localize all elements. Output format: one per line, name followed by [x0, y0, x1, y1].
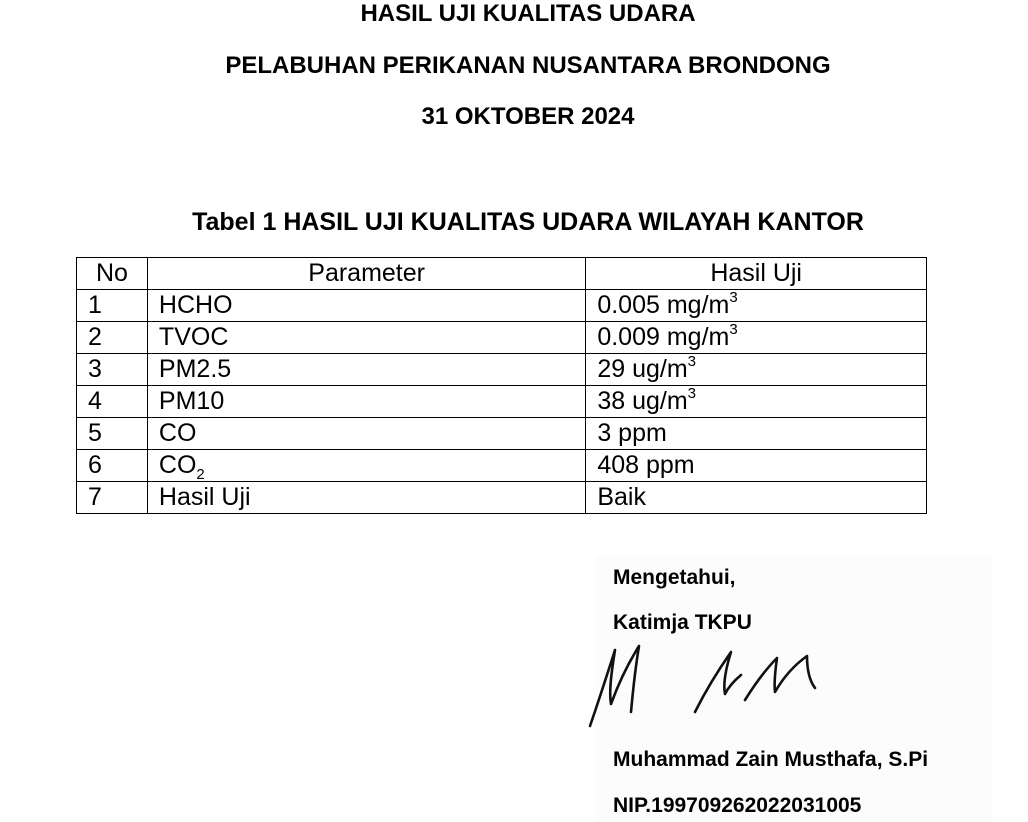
parameter-name: CO — [158, 419, 197, 447]
handwritten-signature — [585, 640, 835, 735]
unit-superscript: 3 — [687, 384, 697, 402]
table-row — [77, 418, 927, 450]
parameter-name: TVOC — [158, 323, 229, 351]
column-header-result: Hasil Uji — [586, 258, 927, 290]
unit-superscript: 3 — [729, 288, 738, 306]
result-value: 0.009 mg/m — [597, 323, 730, 351]
result-cell — [586, 386, 927, 418]
table-header-row — [77, 258, 927, 290]
table-row — [77, 450, 927, 482]
result-cell — [586, 290, 927, 322]
table-row — [77, 482, 927, 514]
document-title: HASIL UJI KUALITAS UDARA — [360, 0, 696, 27]
results-table — [76, 257, 927, 514]
parameter-name: CO — [158, 451, 197, 479]
table-row — [77, 322, 927, 354]
result-value: 3 ppm — [597, 419, 667, 447]
signer-position: Katimja TKPU — [613, 611, 752, 634]
document-subtitle: PELABUHAN PERIKANAN NUSANTARA BRONDONG — [225, 52, 831, 79]
signer-nip: NIP.199709262022031005 — [613, 794, 862, 817]
row-number: 6 — [77, 450, 148, 482]
result-cell — [586, 418, 927, 450]
table-caption: Tabel 1 HASIL UJI KUALITAS UDARA WILAYAH KANTOR — [192, 208, 864, 236]
result-value: 29 ug/m — [597, 355, 688, 383]
parameter-name: Hasil Uji — [158, 483, 251, 511]
row-number: 1 — [77, 290, 148, 322]
result-cell — [586, 354, 927, 386]
acknowledged-label: Mengetahui, — [613, 566, 736, 589]
result-cell — [586, 482, 927, 514]
row-number: 3 — [77, 354, 148, 386]
parameter-cell — [147, 290, 585, 322]
document-date: 31 OKTOBER 2024 — [421, 103, 635, 130]
result-value: Baik — [597, 483, 646, 511]
table-row — [77, 386, 927, 418]
parameter-cell — [147, 386, 585, 418]
unit-superscript: 3 — [729, 320, 738, 338]
result-value: 408 ppm — [597, 451, 695, 479]
column-header-parameter: Parameter — [147, 258, 585, 290]
parameter-cell — [147, 322, 585, 354]
parameter-cell — [147, 418, 585, 450]
table-body — [77, 290, 927, 514]
parameter-subscript: 2 — [196, 466, 205, 483]
result-cell — [586, 450, 927, 482]
row-number: 7 — [77, 482, 148, 514]
parameter-cell — [147, 482, 585, 514]
row-number: 5 — [77, 418, 148, 450]
table-row — [77, 290, 927, 322]
parameter-name: HCHO — [158, 291, 233, 319]
result-value: 0.005 mg/m — [597, 291, 730, 319]
column-header-no: No — [77, 258, 148, 290]
result-cell — [586, 322, 927, 354]
unit-superscript: 3 — [687, 352, 697, 370]
parameter-cell — [147, 354, 585, 386]
table-row — [77, 354, 927, 386]
row-number: 4 — [77, 386, 148, 418]
result-value: 38 ug/m — [597, 387, 688, 415]
parameter-cell — [147, 450, 585, 482]
signer-name: Muhammad Zain Musthafa, S.Pi — [613, 748, 929, 771]
row-number: 2 — [77, 322, 148, 354]
parameter-name: PM10 — [158, 387, 225, 415]
parameter-name: PM2.5 — [158, 355, 232, 383]
